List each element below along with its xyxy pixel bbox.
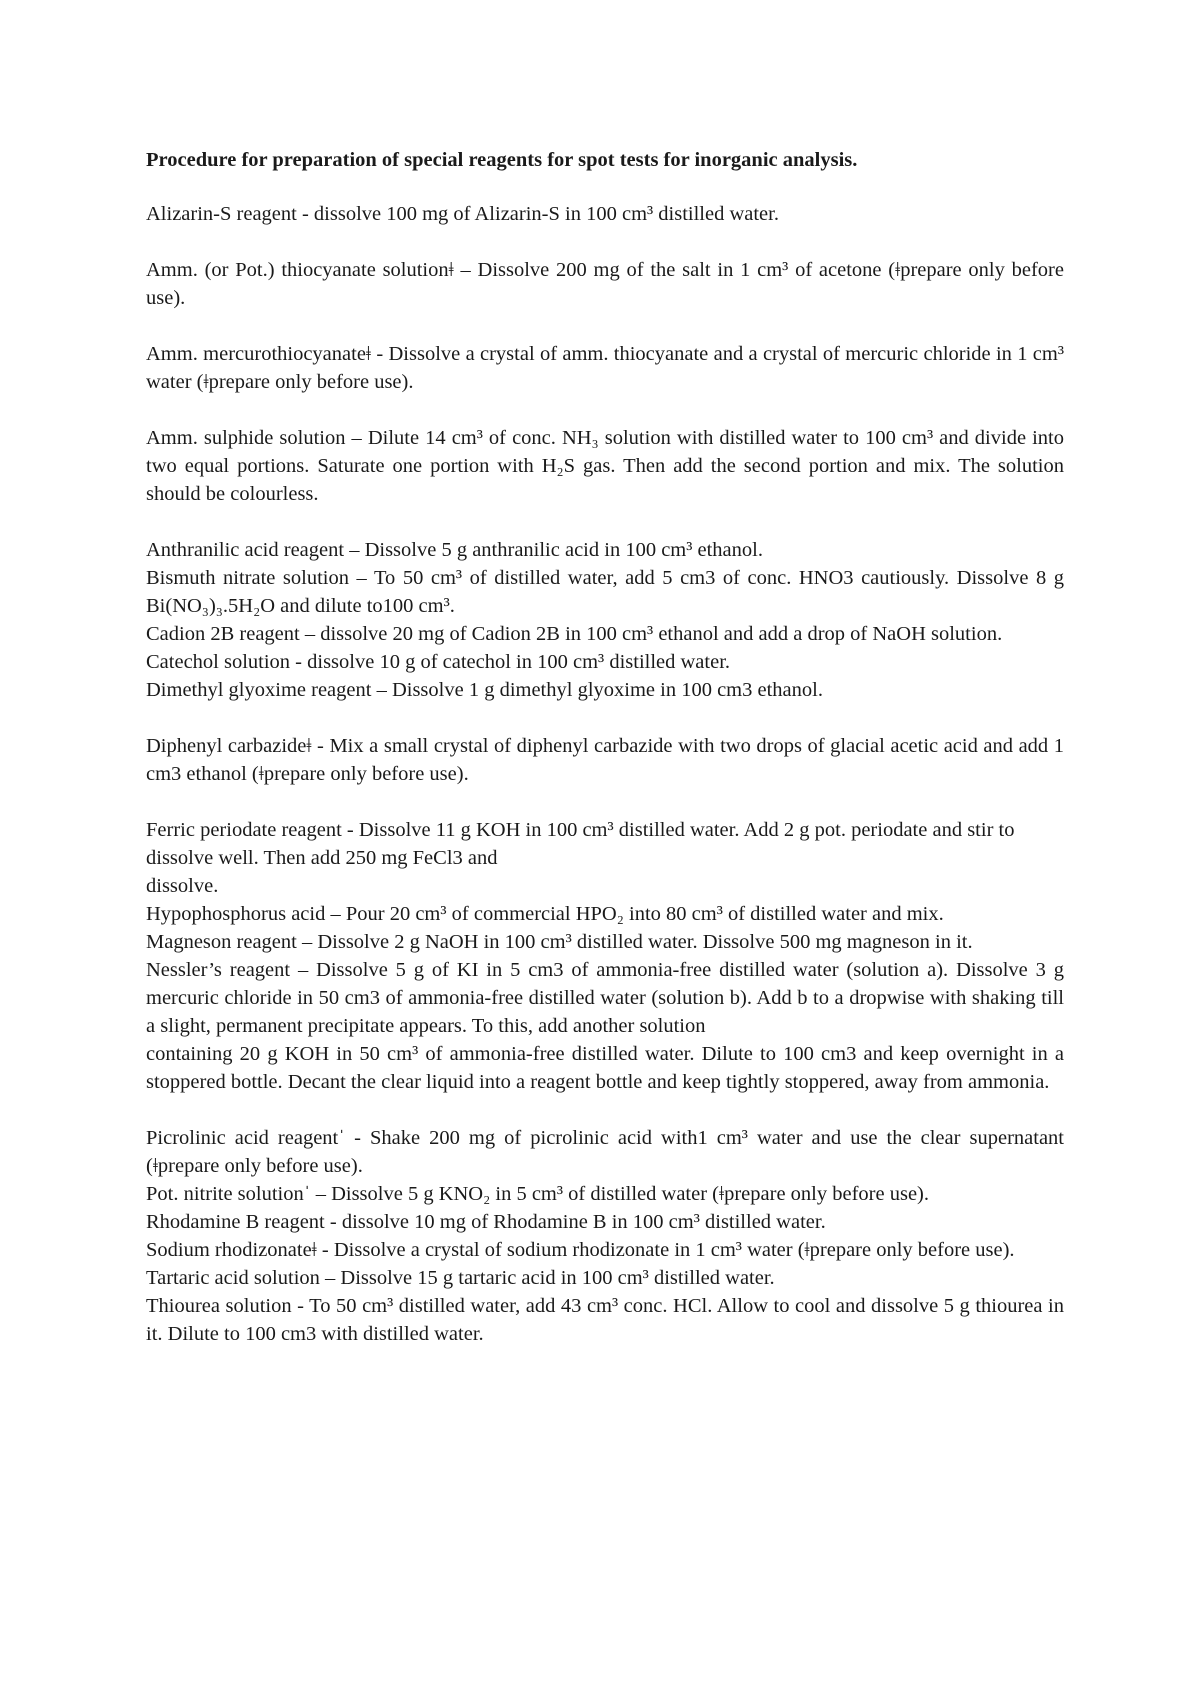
entry-magneson: Magneson reagent – Dissolve 2 g NaOH in 100 cm³ distilled water. Dissolve 500 mg magneson in it. — [146, 931, 973, 953]
entry-catechol: Catechol solution - dissolve 10 g of catechol in 100 cm³ distilled water. — [146, 651, 731, 673]
entry-picrolinic-acid: Picrolinic acid reagentˈ - Shake 200 mg of picrolinic acid with1 cm³ water and use the clear supernatant (ǂprepare only before use). — [146, 1127, 1064, 1177]
entry-diphenyl-carbazide: Diphenyl carbazideǂ - Mix a small crystal of diphenyl carbazide with two drops of glacial acetic acid and add 1 cm3 ethanol (ǂprepare only before use). — [146, 735, 1064, 785]
entry-amm-mercurothiocyanate: Amm. mercurothiocyanateǂ - Dissolve a crystal of amm. thiocyanate and a crystal of mercuric chloride in 1 cm³ water (ǂprepare only before use). — [146, 343, 1064, 393]
entry-pot-nitrite: Pot. nitrite solutionˈ – Dissolve 5 g KNO₂ in 5 cm³ of distilled water (ǂprepare only before use). — [146, 1183, 930, 1205]
entry-ferric-periodate-cont: dissolve. — [146, 875, 219, 897]
entry-rhodamine-b: Rhodamine B reagent - dissolve 10 mg of Rhodamine B in 100 cm³ distilled water. — [146, 1211, 826, 1233]
entry-alizarin: Alizarin-S reagent - dissolve 100 mg of Alizarin-S in 100 cm³ distilled water. — [146, 203, 779, 225]
entry-dimethyl-glyoxime: Dimethyl glyoxime reagent – Dissolve 1 g dimethyl glyoxime in 100 cm3 ethanol. — [146, 679, 823, 701]
entry-sodium-rhodizonate: Sodium rhodizonateǂ - Dissolve a crystal of sodium rhodizonate in 1 cm³ water (ǂprepare only before use). — [146, 1239, 1015, 1261]
entry-nessler-cont: containing 20 g KOH in 50 cm³ of ammonia-free distilled water. Dilute to 100 cm3 and keep overnight in a stoppered bottle. Decant the clear liquid into a reagent bottle and keep tightly stoppered, away from ammonia. — [146, 1043, 1064, 1093]
entry-thiourea: Thiourea solution - To 50 cm³ distilled water, add 43 cm³ conc. HCl. Allow to cool and dissolve 5 g thiourea in it. Dilute to 100 cm3 with distilled water. — [146, 1295, 1064, 1345]
page-title: Procedure for preparation of special reagents for spot tests for inorganic analysis. — [146, 149, 858, 171]
entry-amm-thiocyanate: Amm. (or Pot.) thiocyanate solutionǂ – Dissolve 200 mg of the salt in 1 cm³ of acetone (ǂprepare only before use). — [146, 259, 1064, 309]
document-page — [146, 146, 1064, 1348]
entry-amm-sulphide: Amm. sulphide solution – Dilute 14 cm³ of conc. NH₃ solution with distilled water to 100 cm³ and divide into two equal portions. Saturate one portion with H₂S gas. Then add the second portion and mix. The solution should be colourless. — [146, 427, 1064, 505]
entry-tartaric-acid: Tartaric acid solution – Dissolve 15 g tartaric acid in 100 cm³ distilled water. — [146, 1267, 775, 1289]
entry-ferric-periodate: Ferric periodate reagent - Dissolve 11 g KOH in 100 cm³ distilled water. Add 2 g pot. periodate and stir to dissolve well. Then add 250 mg FeCl3 and — [146, 819, 1015, 869]
entry-hypophosphorus-acid: Hypophosphorus acid – Pour 20 cm³ of commercial HPO₂ into 80 cm³ of distilled water and mix. — [146, 903, 944, 925]
entry-cadion-2b: Cadion 2B reagent – dissolve 20 mg of Cadion 2B in 100 cm³ ethanol and add a drop of NaOH solution. — [146, 623, 1003, 645]
entry-anthranilic-acid: Anthranilic acid reagent – Dissolve 5 g anthranilic acid in 100 cm³ ethanol. — [146, 539, 763, 561]
entry-bismuth-nitrate: Bismuth nitrate solution – To 50 cm³ of distilled water, add 5 cm3 of conc. HNO3 cautiously. Dissolve 8 g Bi(NO₃)₃.5H₂O and dilute to100 cm³. — [146, 567, 1064, 617]
entry-nessler: Nessler’s reagent – Dissolve 5 g of KI in 5 cm3 of ammonia-free distilled water (solution a). Dissolve 3 g mercuric chloride in 50 cm3 of ammonia-free distilled water (solution b). Add b to a dropwise with shaking till a slight, permanent precipitate appears. To this, add another solution — [146, 959, 1064, 1037]
